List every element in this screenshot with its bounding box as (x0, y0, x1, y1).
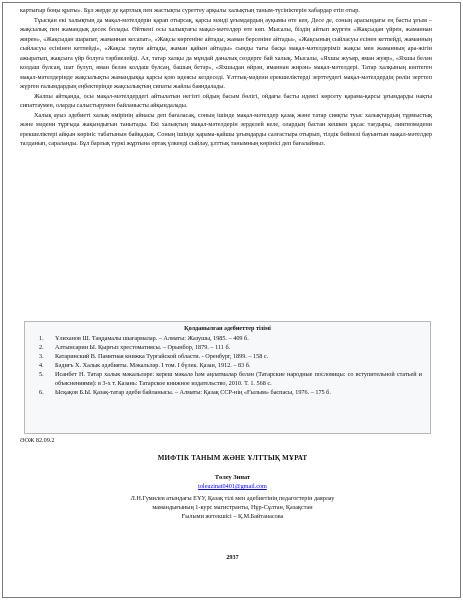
reference-text: Алтынсарин Ы. Қырғыз хрестоматиясы. – Орынбор, 1879. – 111 б. (55, 344, 231, 351)
author-name: Төлеу Зинат (214, 474, 251, 481)
affiliation-line: Л.Н.Гумилев атындағы ЕҰУ, Қазақ тілі мен әдебиетінің педагогтерін даярлау (130, 495, 335, 502)
reference-number: 4. (39, 362, 44, 369)
udk-code: ӘОЖ 82.09.2 (20, 437, 55, 444)
paragraph-1: картығыр боңы қраты». Бұл жерде де қартлық пен жастықты суреттеу арқылы халықтың таным-түсініктерін хабардар етіп отыр. (20, 7, 360, 14)
author-email (3, 483, 461, 490)
reference-text: Ысқақов Б.Ы. Қазақ-татар әдеби байланысы. – Алматы: Қазақ ССР-нің «Ғылым» баспасы, 1976. – 175 б. (55, 389, 331, 396)
reference-number: 3. (39, 353, 44, 360)
email-link[interactable]: toleuzinat0401@gmail.com (198, 483, 267, 490)
reference-item (33, 343, 422, 352)
reference-item (33, 352, 422, 361)
article-title: МИФТІК ТАНЫМ ЖӘНЕ ҰЛТТЫҚ МҰРАТ (157, 454, 308, 462)
reference-number: 1. (39, 335, 44, 342)
references-list (33, 334, 422, 397)
reference-item (33, 388, 422, 397)
references-box (24, 321, 431, 434)
reference-item (33, 334, 422, 343)
paper-page (2, 2, 461, 598)
references-title: Қолданылған әдебиеттер тізімі (184, 325, 271, 332)
reference-text: Катаринский В. Памятная книжка Тургайской области. - Оренбург, 1899. – 158 с. (55, 353, 269, 360)
reference-item (33, 361, 422, 370)
paragraph-4: Халық ауыз әдебиеті халық өмірінің айнасы деп бағаласақ, соның ішінде мақал-мәтелдер қазақ және татар сияқты туыс халықтардың тұрмыстық және мәдени тұрғыда жақындығын танытады. Екі халықтың мақал-мәтелдерін зерделей келе, олардың бастан кешкен ұқсас тағдыры, лингвомәдени ерекшеліктері айқын көрініс табатынын байқадық. Соның ішінде қарама-қайшы ұғымдарды салғастыра отырып, тілдік бейнелі бауынтын мақал-мәтелдер талданып, сараланды. Бұл барлық түркі жұртына ортақ үлкендi сыйлау, ұлттық танымның көрінісі деп бағалаймыз. (20, 111, 432, 147)
reference-text: Бәдиғъ Х. Халык әдәбияты. Мәкальләр. I том. I бүлек. Қазан, 1912. – 83 б. (55, 362, 251, 369)
affiliation-line: мамандығының 1-курс магистранты, Нұр-Сұлтан, Қазақстан (152, 504, 313, 511)
page-number: 2937 (226, 554, 239, 561)
paragraph-2: Тұысқан екі халықтың да мақал-мәтелдерін қарап отырсақ, қарсы мәнді ұғымдардың ауқымы өте кең. Десе де, соның арасындағы ең басты ұғым – жақсылық пен жамандық десек болады. Өйткені осы халықтағы мақал-мәтелдер өте көп. Мысалы, біздің айтып жүрген «Жақсыдан үйрен, жаманнан жирен», «Жақсыдан шарапат, жаманнан кесапат», «Жақсы көргеніне айтады, жаман берсеніне айтады», «Жақсының сыйласуы есінен кетпейді, жаманның сыйласуы есінінен кетпейді», «Жақсы таупн айтады, жаман қайын айтады» сынды тағы басқа мақал-мәтелдеріміз жақсы мен жаманның ара-жігін ажыратып, жақсыға үйр болуға тәрбиелейді. Ал, татар халқы да мұндай даналық сөздерге бай халық. Мысалы, «Яхшы жуъяр, яман жуяр», «Яхшы белән колдаш булсаң, шат булуп, яман белән колдаш булсаң, башың бетәр», «Яхшыдан өйрән, яманнан жирән» мақал-мәтелдері. Татар халқының көптеген мақал-мәтелдерінде жақсылықты жамандыққа қарсы қою идеясы кездеседі. Ұлттық-мәдени ерекшеліктерді зерттеудегі мақал-мәтелдердің рөлін зерттеп жүрген ғалымдардың еңбектерінде жақсылықтың сипаты жайлы баяндалады. (20, 16, 432, 90)
paragraph-3: Жалпы айтқанда, осы мақал-мәтелдердегі айтылатын негізгі ойдың басым бөлігі, ойдағы басты идеясі көрсету қарама-қарсы ұғымдарды нақты сипаттаумен, оларды салыстырумен байланысты айқындалады. (20, 92, 432, 109)
reference-item (33, 370, 422, 388)
supervisor-line: Ғылыми жетекшісі – Қ.М.Байтанасова (181, 513, 284, 520)
reference-number: 6. (39, 389, 44, 396)
reference-text: Ұлиханов Ш. Таңдамалы шығармалар. – Алматы: Жазушы, 1985. – 409 б. (55, 335, 249, 342)
author-affiliation (3, 494, 461, 521)
reference-text: Исанбет Н. Татар халык мәкальләре: кереш мәкалә һәм аңлатмалар белән (Татарские народные пословицы: со вступительной статьей и объяснениями): в 3-х т. Казань: Татарское книжное издательство, 2010. Т. 1. 568 с. (55, 371, 422, 387)
article-body (20, 6, 432, 149)
reference-number: 5. (39, 371, 44, 378)
reference-number: 2. (39, 344, 44, 351)
